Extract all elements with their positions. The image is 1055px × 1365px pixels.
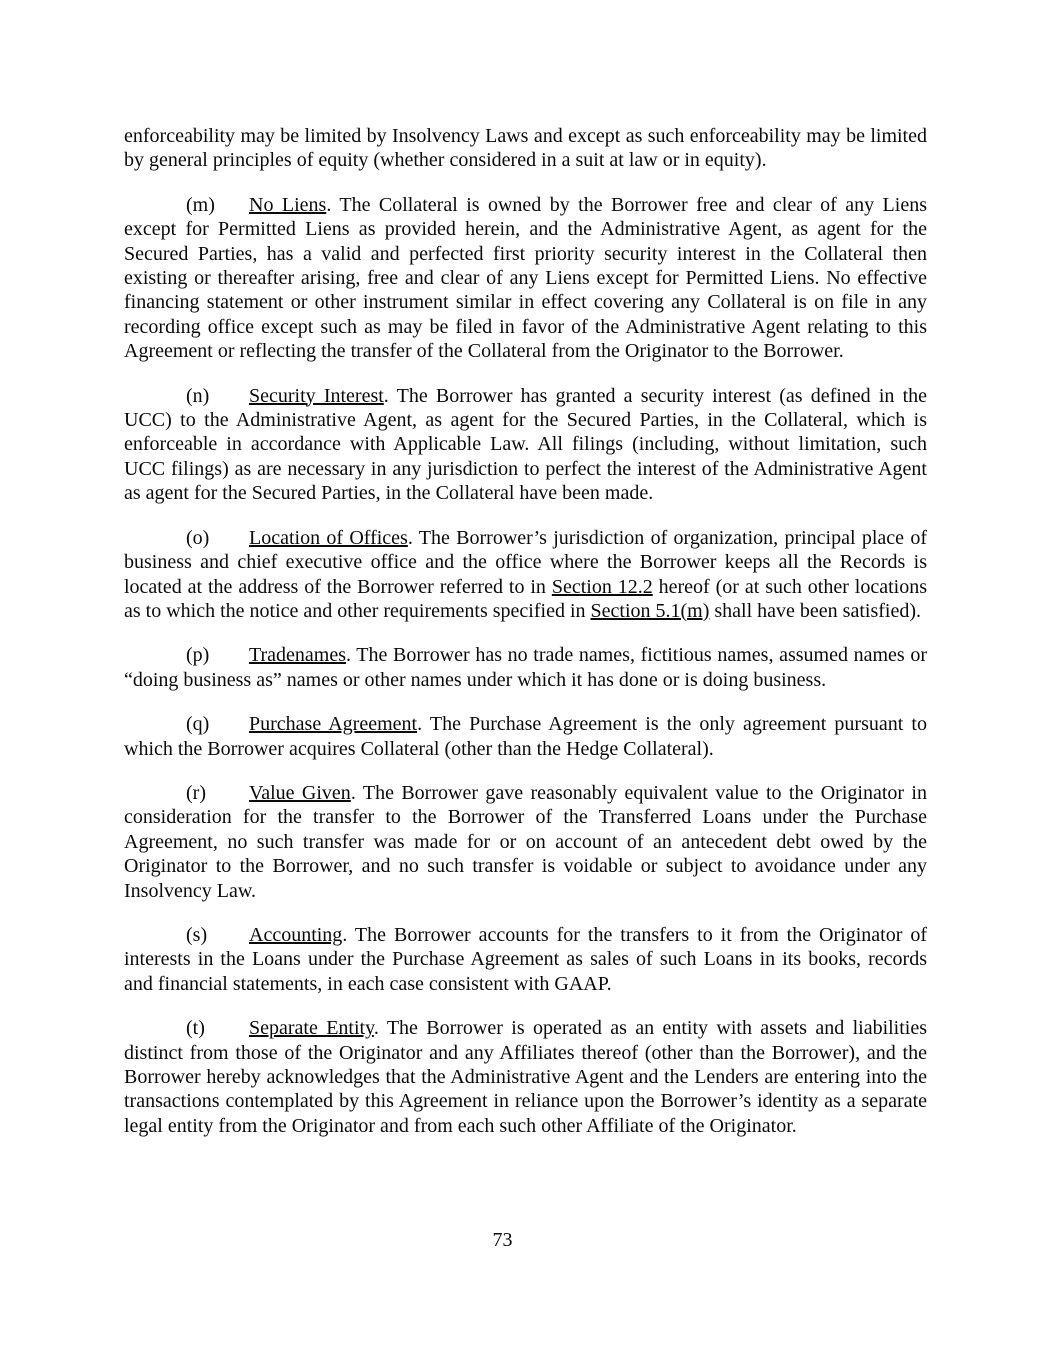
paragraph-text: shall have been satisfied).: [709, 599, 921, 622]
paragraph-text: . The Borrower has no trade names, fictitious names, assumed names or “doing business as” names or other names under which it has done or is doing business.: [124, 644, 927, 691]
paragraph-heading: Value Given: [249, 781, 351, 804]
paragraph-text: . The Borrower has granted a security interest (as defined in the UCC) to the Administrative Agent, as agent for the Secured Parties, in the Collateral, which is enforceable in accordance with Applicable Law. All filings (including, without limitation, such UCC filings) as are necessary in any jurisdiction to perfect the interest of the Administrative Agent as agent for the Secured Parties, in the Collateral have been made.: [124, 384, 927, 505]
paragraph-heading: No Liens: [249, 193, 327, 216]
intro-paragraph: enforceability may be limited by Insolvency Laws and except as such enforceability may be limited by general principles of equity (whether considered in a suit at law or in equity).: [124, 125, 927, 172]
paragraph-label: (p): [186, 644, 210, 667]
paragraph-n: [124, 384, 927, 506]
paragraph-label: (o): [186, 526, 210, 549]
paragraph-heading: Security Interest: [249, 384, 384, 407]
paragraph-text: hereof (or at such other locations as to which the notice and other requirements specified in: [124, 575, 927, 622]
paragraph-label: (n): [186, 384, 210, 407]
paragraph-o: [124, 526, 927, 624]
paragraph-m: [124, 193, 927, 364]
section-reference: Section 5.1(m): [590, 599, 710, 622]
paragraph-text: . The Purchase Agreement is the only agreement pursuant to which the Borrower acquires Collateral (other than the Hedge Collateral).: [124, 713, 927, 760]
paragraph-label: (m): [186, 193, 215, 216]
paragraph-heading: Purchase Agreement: [249, 713, 418, 736]
paragraph-text: . The Borrower is operated as an entity with assets and liabilities distinct from those of the Originator and any Affiliates thereof (other than the Borrower), and the Borrower hereby acknowledges that the Administrative Agent and the Lenders are entering into the transactions contemplated by this Agreement in reliance upon the Borrower’s identity as a separate legal entity from the Originator and from each such other Affiliate of the Originator.: [124, 1017, 928, 1137]
paragraph-s: [124, 923, 927, 996]
paragraph-text: . The Collateral is owned by the Borrower free and clear of any Liens except for Permitted Liens as provided herein, and the Administrative Agent, as agent for the Secured Parties, has a valid and perfected first priority security interest in the Collateral then existing or thereafter arising, free and clear of any Liens except for Permitted Liens. No effective financing statement or other instrument similar in effect covering any Collateral is on file in any recording office except such as may be filed in favor of the Administrative Agent relating to this Agreement or reflecting the transfer of the Collateral from the Originator to the Borrower.: [124, 193, 927, 363]
paragraph-q: [124, 712, 927, 761]
page-number: 73: [492, 1229, 513, 1251]
paragraph-label: (r): [186, 781, 206, 804]
paragraph-heading: Accounting: [249, 923, 343, 946]
paragraph-label: (s): [186, 923, 208, 946]
paragraph-r: [124, 781, 927, 903]
paragraph-heading: Separate Entity: [249, 1017, 374, 1040]
paragraph-p: [124, 643, 927, 692]
section-reference: Section 12.2: [551, 575, 653, 598]
paragraph-text: . The Borrower accounts for the transfers to it from the Originator of interests in the Loans under the Purchase Agreement as sales of such Loans in its books, records and financial statements, in each case consistent with GAAP.: [124, 923, 927, 995]
paragraph-heading: Tradenames: [249, 644, 347, 667]
paragraph-label: (q): [186, 713, 210, 736]
paragraph-text: . The Borrower’s jurisdiction of organization, principal place of business and chief executive office and the office where the Borrower keeps all the Records is located at the address of the Borrower referred to in: [124, 526, 927, 598]
paragraph-t: [124, 1016, 927, 1138]
paragraph-text: . The Borrower gave reasonably equivalent value to the Originator in consideration for the transfer to the Borrower of the Transferred Loans under the Purchase Agreement, no such transfer was made for or on account of an antecedent debt owed by the Originator to the Borrower, and no such transfer is voidable or subject to avoidance under any Insolvency Law.: [124, 781, 927, 902]
paragraph-heading: Location of Offices: [249, 526, 408, 549]
paragraph-label: (t): [186, 1017, 205, 1040]
